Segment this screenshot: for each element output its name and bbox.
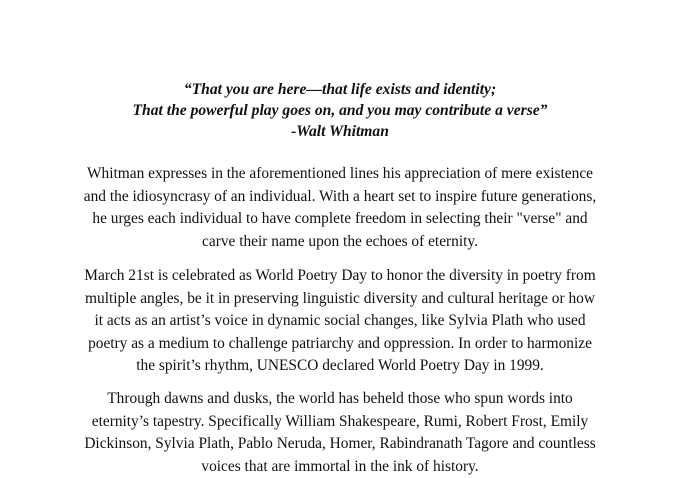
paragraph-line: he urges each individual to have complete freedom in selecting their "verse" and — [92, 210, 588, 228]
paragraph-line: Whitman expresses in the aforementioned lines his appreciation of mere existence — [87, 165, 593, 182]
paragraph-line: carve their name upon the echoes of eternity. — [202, 232, 478, 250]
quote-line-1: “That you are here—that life exists and identity; — [183, 81, 497, 98]
quote-line-2: That the powerful play goes on, and you may contribute a verse” — [132, 102, 548, 119]
paragraph-3 — [0, 388, 680, 478]
paragraph-2 — [0, 265, 680, 378]
paragraph-line: it acts as an artist’s voice in dynamic social changes, like Sylvia Plath who used — [94, 312, 586, 330]
paragraph-line: the spirit’s rhythm, UNESCO declared World Poetry Day in 1999. — [136, 357, 544, 375]
paragraph-line: voices that are immortal in the ink of history. — [201, 457, 479, 475]
epigraph-quote — [0, 79, 680, 142]
paragraph-1 — [0, 163, 680, 253]
paragraph-line: and the idiosyncrasy of an individual. With a heart set to inspire future generations, — [83, 187, 597, 205]
paragraph-line: Through dawns and dusks, the world has beheld those who spun words into — [107, 390, 573, 407]
quote-attribution: -Walt Whitman — [291, 123, 389, 140]
paragraph-line: poetry as a medium to challenge patriarchy and oppression. In order to harmonize — [88, 334, 592, 352]
paragraph-line: eternity’s tapestry. Specifically William Shakespeare, Rumi, Robert Frost, Emily — [91, 412, 589, 430]
paragraph-line: March 21st is celebrated as World Poetry Day to honor the diversity in poetry from — [84, 267, 596, 284]
paragraph-line: multiple angles, be it in preserving linguistic diversity and cultural heritage or how — [85, 289, 595, 307]
paragraph-line: Dickinson, Sylvia Plath, Pablo Neruda, Homer, Rabindranath Tagore and countless — [84, 435, 596, 453]
